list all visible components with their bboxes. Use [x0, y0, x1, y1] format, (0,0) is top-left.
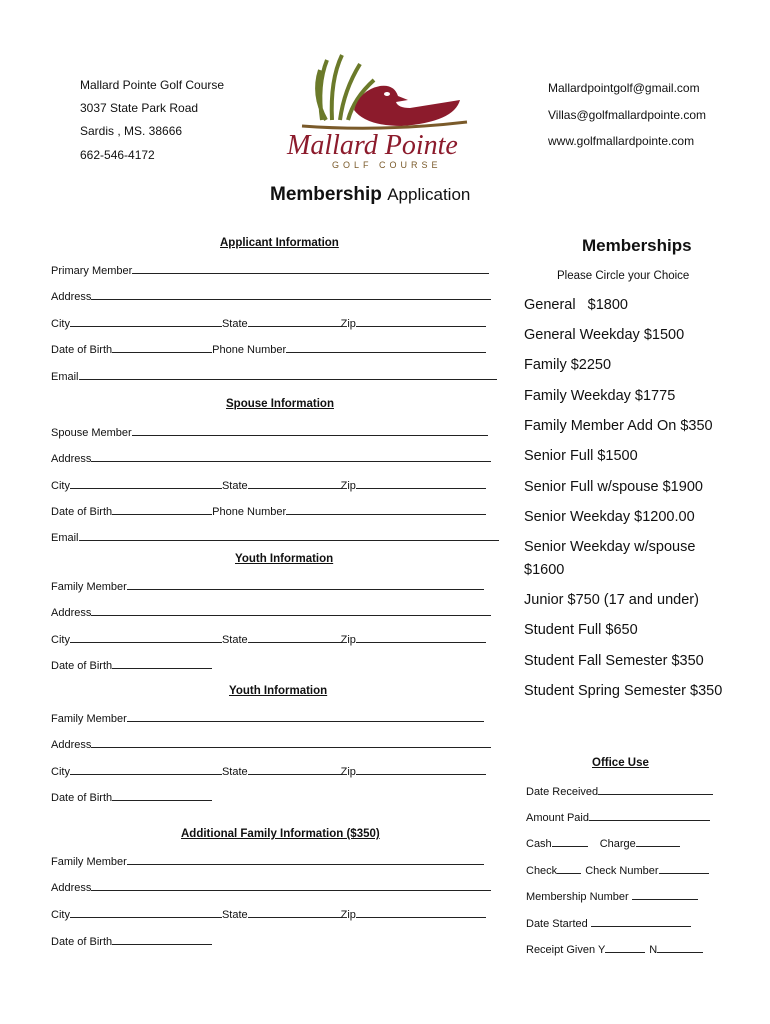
city-label: City — [51, 766, 70, 778]
city-label: City — [51, 480, 70, 492]
charge-field[interactable] — [636, 836, 680, 847]
date-started-row — [526, 916, 691, 930]
zip-field[interactable] — [356, 316, 486, 327]
primary-member-row — [51, 263, 489, 277]
spouse-info-heading: Spouse Information — [226, 398, 334, 410]
address-label: Address — [51, 453, 92, 465]
email-contact: Mallardpointgolf@gmail.com — [548, 81, 700, 95]
dob-label: Date of Birth — [51, 660, 113, 672]
zip-label: Zip — [340, 480, 356, 492]
city-state-zip-row — [51, 316, 486, 330]
family-member-field[interactable] — [127, 854, 484, 865]
phone-field[interactable] — [286, 504, 486, 515]
youth2-member-row — [51, 711, 484, 725]
youth1-city-row — [51, 632, 486, 646]
zip-label: Zip — [340, 634, 356, 646]
check-field[interactable] — [557, 863, 581, 874]
course-address: 3037 State Park Road — [80, 101, 199, 115]
city-field[interactable] — [70, 907, 222, 918]
youth1-member-row — [51, 579, 484, 593]
membership-option-price[interactable]: $1600 — [524, 562, 565, 578]
state-field[interactable] — [248, 632, 341, 643]
membership-option[interactable]: Senior Weekday w/spouse — [524, 539, 696, 555]
charge-label: Charge — [599, 838, 636, 850]
address-field[interactable] — [91, 451, 491, 462]
villas-email: Villas@golfmallardpointe.com — [548, 108, 707, 122]
email-field[interactable] — [79, 530, 499, 541]
zip-field[interactable] — [356, 632, 486, 643]
zip-label: Zip — [340, 766, 356, 778]
membership-option[interactable]: Student Spring Semester $350 — [524, 683, 723, 699]
membership-option[interactable]: Family Weekday $1775 — [524, 388, 676, 404]
memberships-heading: Memberships — [582, 236, 692, 255]
additional-dob-row — [51, 934, 212, 948]
state-label: State — [221, 766, 248, 778]
zip-field[interactable] — [356, 907, 486, 918]
spouse-dob-row — [51, 504, 486, 518]
family-member-field[interactable] — [127, 711, 484, 722]
zip-field[interactable] — [356, 764, 486, 775]
check-number-field[interactable] — [659, 863, 709, 874]
membership-option[interactable]: Senior Full w/spouse $1900 — [524, 479, 703, 495]
address-label: Address — [51, 739, 92, 751]
youth2-dob-row — [51, 790, 212, 804]
page-title — [270, 184, 470, 206]
title-bold: Membership — [270, 184, 382, 205]
address-field[interactable] — [91, 605, 491, 616]
receipt-yes-field[interactable] — [605, 942, 645, 953]
youth2-city-row — [51, 764, 486, 778]
state-label: State — [221, 480, 248, 492]
zip-field[interactable] — [356, 478, 486, 489]
receipt-given-label: Receipt Given Y — [526, 944, 606, 956]
address-label: Address — [51, 291, 92, 303]
cash-charge-row — [526, 836, 680, 850]
youth1-address-row — [51, 605, 491, 619]
dob-field[interactable] — [112, 658, 212, 669]
membership-option[interactable]: General $1800 — [524, 297, 628, 313]
dob-label: Date of Birth — [51, 344, 113, 356]
course-city: Sardis , MS. 38666 — [80, 124, 183, 138]
date-received-row — [526, 784, 713, 798]
city-field[interactable] — [70, 764, 222, 775]
receipt-given-row — [526, 942, 703, 956]
duck-logo-icon — [282, 50, 492, 172]
spouse-address-row — [51, 451, 491, 465]
dob-field[interactable] — [112, 342, 212, 353]
email-label: Email — [51, 371, 79, 383]
membership-option[interactable]: Family Member Add On $350 — [524, 418, 713, 434]
mallard-pointe-logo — [282, 50, 492, 172]
state-label: State — [221, 318, 248, 330]
zip-label: Zip — [340, 909, 356, 921]
phone-label: Phone Number — [212, 506, 287, 518]
email-field[interactable] — [79, 369, 497, 380]
city-label: City — [51, 909, 70, 921]
check-number-label: Check Number — [585, 865, 659, 877]
office-use-heading: Office Use — [592, 757, 649, 769]
cash-field[interactable] — [552, 836, 588, 847]
applicant-info-heading: Applicant Information — [220, 237, 339, 249]
additional-family-heading: Additional Family Information ($350) — [181, 828, 380, 840]
state-label: State — [221, 634, 248, 646]
youth1-dob-row — [51, 658, 212, 672]
amount-paid-row — [526, 810, 710, 824]
membership-option[interactable]: Senior Weekday $1200.00 — [524, 509, 695, 525]
dob-label: Date of Birth — [51, 936, 113, 948]
youth-info-heading: Youth Information — [235, 553, 334, 565]
city-field[interactable] — [70, 478, 222, 489]
memberships-subheading: Please Circle your Choice — [557, 270, 690, 282]
address-field[interactable] — [91, 289, 491, 300]
address-row — [51, 289, 491, 303]
state-field[interactable] — [248, 478, 341, 489]
primary-member-label: Primary Member — [51, 265, 133, 277]
spouse-member-field[interactable] — [132, 425, 488, 436]
primary-member-field[interactable] — [132, 263, 489, 274]
website: www.golfmallardpointe.com — [548, 134, 695, 148]
svg-text:GOLF COURSE: GOLF COURSE — [332, 160, 442, 170]
zip-label: Zip — [340, 318, 356, 330]
check-label: Check — [526, 865, 558, 877]
phone-field[interactable] — [286, 342, 486, 353]
spouse-city-row — [51, 478, 486, 492]
address-field[interactable] — [91, 737, 491, 748]
state-label: State — [221, 909, 248, 921]
youth2-address-row — [51, 737, 491, 751]
spouse-member-row — [51, 425, 488, 439]
email-row — [51, 369, 497, 383]
address-field[interactable] — [91, 880, 491, 891]
additional-city-row — [51, 907, 486, 921]
membership-option[interactable]: General Weekday $1500 — [524, 327, 685, 343]
receipt-no-field[interactable] — [657, 942, 703, 953]
course-name: Mallard Pointe Golf Course — [80, 78, 225, 92]
membership-option[interactable]: Senior Full $1500 — [524, 448, 638, 464]
membership-option[interactable]: Junior $750 (17 and under) — [524, 592, 699, 608]
city-field[interactable] — [70, 316, 222, 327]
email-label: Email — [51, 532, 79, 544]
state-field[interactable] — [248, 316, 341, 327]
membership-number-label: Membership Number — [526, 891, 629, 903]
amount-paid-field[interactable] — [589, 810, 710, 821]
course-phone: 662-546-4172 — [80, 148, 155, 162]
family-member-label: Family Member — [51, 713, 127, 725]
city-field[interactable] — [70, 632, 222, 643]
spouse-email-row — [51, 530, 499, 544]
additional-member-row — [51, 854, 484, 868]
state-field[interactable] — [248, 907, 341, 918]
dob-field[interactable] — [112, 934, 212, 945]
family-member-label: Family Member — [51, 856, 127, 868]
svg-text:Mallard Pointe: Mallard Pointe — [287, 130, 458, 161]
amount-paid-label: Amount Paid — [526, 812, 589, 824]
state-field[interactable] — [248, 764, 341, 775]
dob-label: Date of Birth — [51, 506, 113, 518]
family-member-field[interactable] — [127, 579, 484, 590]
dob-phone-row — [51, 342, 486, 356]
date-received-label: Date Received — [526, 786, 599, 798]
date-started-field[interactable] — [591, 916, 691, 927]
membership-option[interactable]: Student Fall Semester $350 — [524, 653, 704, 669]
address-label: Address — [51, 882, 92, 894]
date-received-field[interactable] — [598, 784, 713, 795]
city-label: City — [51, 634, 70, 646]
membership-number-row — [526, 889, 698, 903]
dob-field[interactable] — [112, 790, 212, 801]
city-label: City — [51, 318, 70, 330]
youth-info-heading-2: Youth Information — [229, 685, 328, 697]
receipt-no-label: N — [649, 944, 658, 956]
title-light: Application — [387, 185, 471, 204]
phone-label: Phone Number — [212, 344, 287, 356]
membership-number-field[interactable] — [632, 889, 698, 900]
check-row — [526, 863, 709, 877]
date-started-label: Date Started — [526, 918, 588, 930]
family-member-label: Family Member — [51, 581, 127, 593]
membership-option[interactable]: Student Full $650 — [524, 622, 638, 638]
spouse-member-label: Spouse Member — [51, 427, 132, 439]
dob-label: Date of Birth — [51, 792, 113, 804]
cash-label: Cash — [526, 838, 552, 850]
address-label: Address — [51, 607, 92, 619]
additional-address-row — [51, 880, 491, 894]
membership-option[interactable]: Family $2250 — [524, 357, 612, 373]
dob-field[interactable] — [112, 504, 212, 515]
